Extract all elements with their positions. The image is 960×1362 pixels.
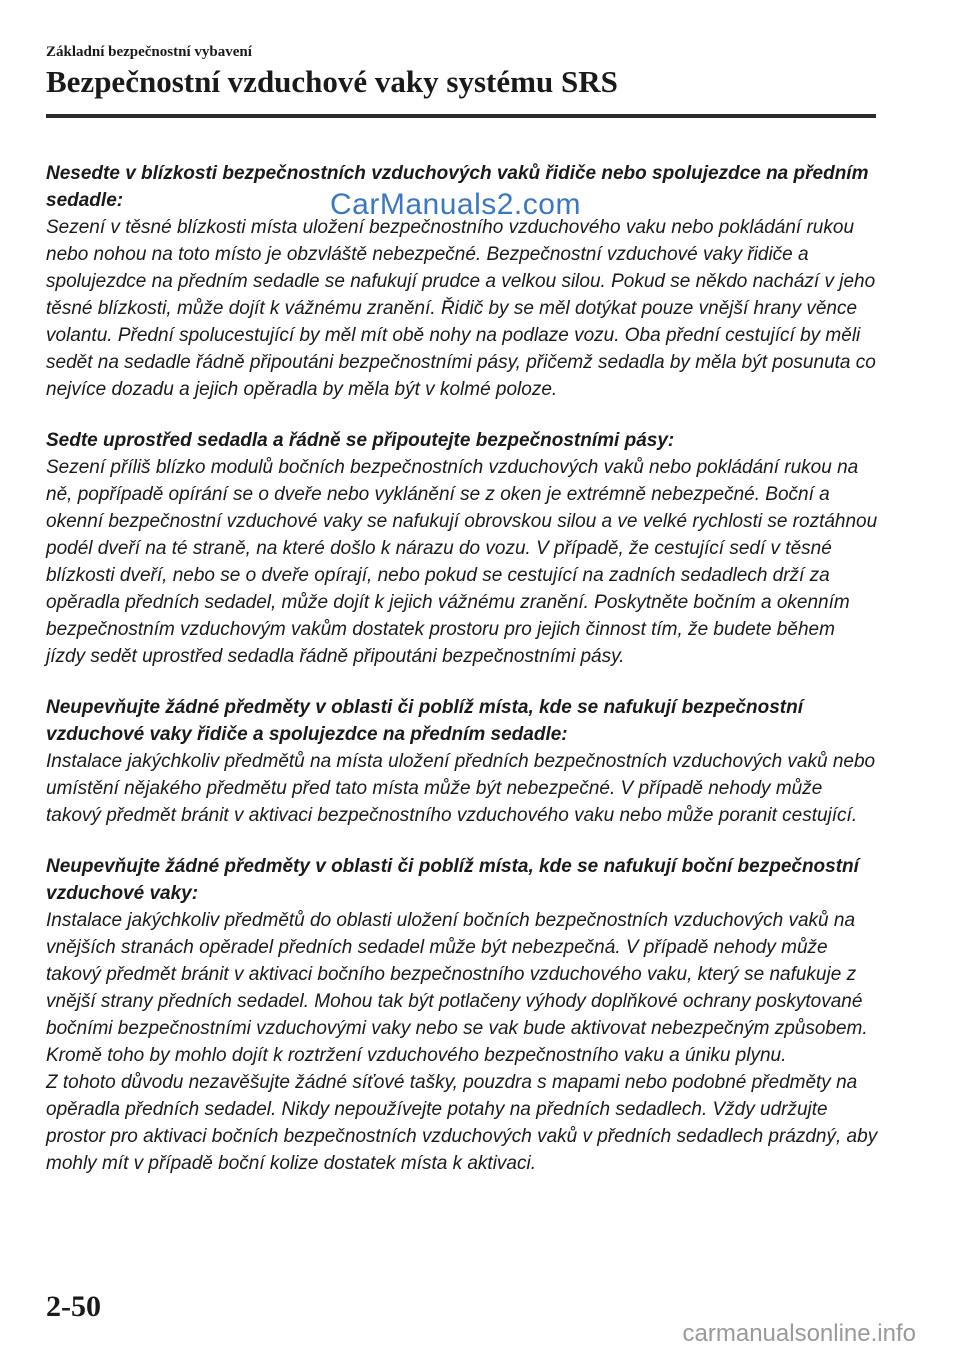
footer-watermark: carmanualsonline.info	[682, 1320, 916, 1347]
section-label: Základní bezpečnostní vybavení	[46, 44, 252, 60]
page-header	[46, 44, 876, 118]
section-paragraph: Z tohoto důvodu nezavěšujte žádné síťové tašky, pouzdra s mapami nebo podobné předměty na opěradla předních sedadel. Nikdy nepoužívejte potahy na předních sedadlech. Vždy udržujte prostor pro aktivaci bočních bezpečnostních vzduchových vaků v předních sedadlech prázdný, aby mohly mít v případě boční kolize dostatek místa k aktivaci.	[46, 1072, 878, 1174]
section-paragraph: Instalace jakýchkoliv předmětů do oblasti uložení bočních bezpečnostních vzduchových vaků na vnějších stranách opěradel předních sedadel může být nebezpečná. V případě nehody může takový předmět bránit v aktivaci bočního bezpečnostního vzduchového vaku, který se nafukuje z vnější strany předních sedadel. Mohou tak být potlačeny výhody doplňkové ochrany poskytované bočními bezpečnostními vzduchovými vaky nebo se vak bude aktivovat nebezpečným způsobem. Kromě toho by mohlo dojít k roztržení vzduchového bezpečnostního vaku a úniku plynu.	[46, 910, 868, 1066]
page-title: Bezpečnostní vzduchové vaky systému SRS	[46, 64, 618, 99]
section-heading: Neupevňujte žádné předměty v oblasti či poblíž místa, kde se nafukují bezpečnostní vzduchové vaky řidiče a spolujezdce na předním sedadle:	[46, 697, 804, 745]
section-paragraph: Sezení příliš blízko modulů bočních bezpečnostních vzduchových vaků nebo pokládání rukou na ně, popřípadě opírání se o dveře nebo vyklánění se z oken je extrémně nebezpečné. Boční a okenní bezpečnostní vzduchové vaky se nafukují obrovskou silou a ve velké rychlosti se roztáhnou podél dveří na té straně, na které došlo k nárazu do vozu. V případě, že cestující sedí v těsné blízkosti dveří, nebo se o dveře opírají, nebo pokud se cestující na zadních sedadlech drží za opěradla předních sedadel, může dojít k jejich vážnému zranění. Poskytněte bočním a okenním bezpečnostním vzduchovým vakům dostatek prostoru pro jejich činnost tím, že budete během jízdy sedět uprostřed sedadla řádně připoutáni bezpečnostními pásy.	[46, 457, 878, 667]
section-heading: Nesedte v blízkosti bezpečnostních vzduchových vaků řidiče nebo spolujezdce na předním sedadle:	[46, 163, 869, 211]
section-heading: Neupevňujte žádné předměty v oblasti či poblíž místa, kde se nafukují boční bezpečnostní vzduchové vaky:	[46, 856, 859, 904]
section-paragraph: Instalace jakýchkoliv předmětů na místa uložení předních bezpečnostních vzduchových vaků nebo umístění nějakého předmětu před tato místa může být nebezpečné. V případě nehody může takový předmět bránit v aktivaci bezpečnostního vzduchového vaku nebo může poranit cestující.	[46, 751, 876, 826]
watermark-text: CarManuals2.com	[330, 188, 581, 221]
header-rule	[46, 114, 876, 118]
section-block	[46, 694, 878, 829]
page-number: 2-50	[46, 1290, 101, 1323]
section-paragraph: Sezení v těsné blízkosti místa uložení bezpečnostního vzduchového vaku nebo pokládání rukou nebo nohou na toto místo je obzvláště nebezpečné. Bezpečnostní vzduchové vaky řidiče a spolujezdce na předním sedadle se nafukují prudce a velkou silou. Pokud se někdo nachází v jeho těsné blízkosti, může dojít k vážnému zranění. Řidič by se měl dotýkat pouze vnější hrany věnce volantu. Přední spolucestující by měl mít obě nohy na podlaze vozu. Oba přední cestující by měli sedět na sedadle řádně připoutáni bezpečnostními pásy, přičemž sedadla by měla být posunuta co nejvíce dozadu a jejich opěradla by měla být v kolmé poloze.	[46, 217, 876, 400]
section-block	[46, 853, 878, 1177]
document-body	[46, 160, 878, 1201]
section-heading: Sedte uprostřed sedadla a řádně se připoutejte bezpečnostními pásy:	[46, 430, 675, 451]
section-block	[46, 427, 878, 670]
